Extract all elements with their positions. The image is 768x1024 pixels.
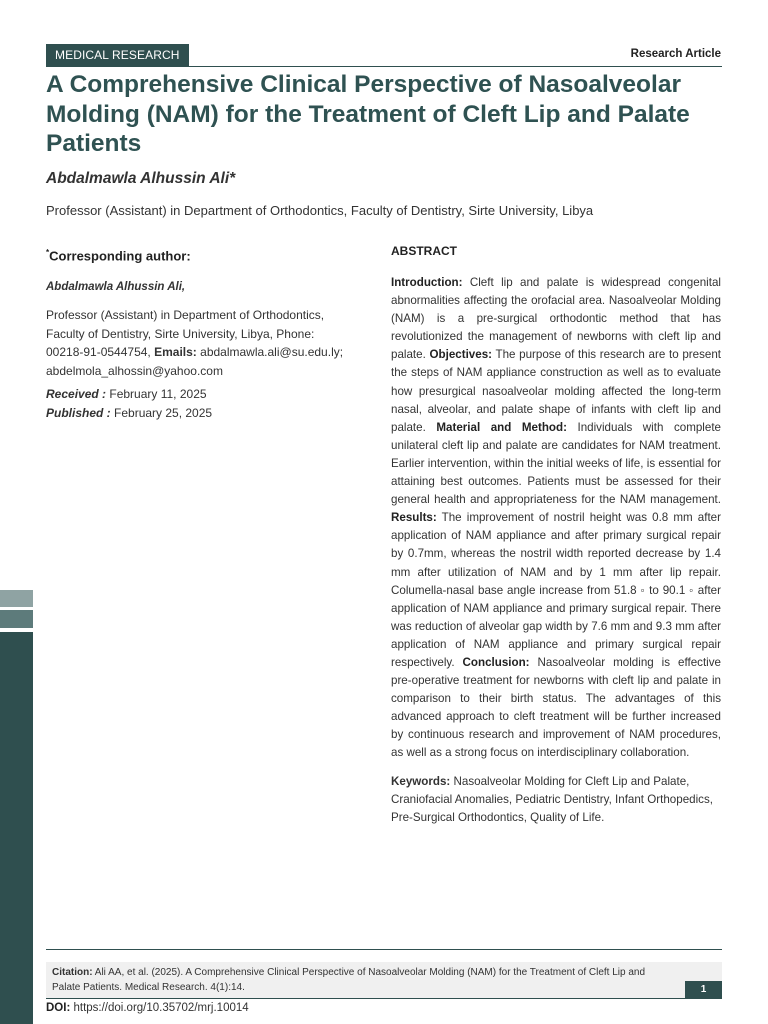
methods-label: Material and Method: bbox=[436, 420, 567, 434]
article-type-label: Research Article bbox=[630, 48, 721, 60]
published-label: Published : bbox=[46, 405, 111, 420]
page-number: 1 bbox=[685, 981, 722, 999]
conclusion-text: Nasoalveolar molding is effective pre-operative treatment for newborns with cleft lip and palate in comparison to their birth status. The advantages of this advanced approach to cleft treatment will be further increased by continuous research and improvement of NAM procedures, as well as a strong focus on interdisciplinary collaboration. bbox=[391, 655, 721, 760]
corresponding-asterisk: * bbox=[46, 248, 50, 257]
received-value: February 11, 2025 bbox=[109, 387, 207, 402]
citation-box bbox=[46, 962, 722, 999]
objectives-label: Objectives: bbox=[429, 348, 493, 362]
margin-stripe-dark bbox=[0, 632, 33, 1024]
objectives-text: The purpose of this research are to present the steps of NAM appliance construction as well as to evaluate how presurgical nasoalveolar molding affected the long-term nasal, alveolar, and palate shape of infants with cleft lip and palate. bbox=[391, 348, 721, 434]
received-label: Received : bbox=[46, 387, 107, 402]
corresponding-heading-text: Corresponding author: bbox=[49, 248, 191, 264]
article-dates bbox=[46, 385, 346, 422]
keywords-text: Nasoalveolar Molding for Cleft Lip and Palate, Craniofacial Anomalies, Pediatric Dentistry, Infant Orthopedics, Pre-Surgical Orthodontics, Quality of Life. bbox=[391, 774, 713, 824]
header-divider bbox=[46, 66, 722, 67]
address-text: Professor (Assistant) in Department of Orthodontics, Faculty of Dentistry, Sirte University, Libya, Phone: 00218-91-0544754, bbox=[46, 308, 325, 360]
citation-label: Citation: bbox=[52, 967, 93, 978]
intro-text: Cleft lip and palate is widespread congenital abnormalities affecting the orofacial area. Nasoalveolar Molding (NAM) is a pre-surgical orthodontic method that has revolutionized the management of newborns with cleft lip and palate. bbox=[391, 276, 721, 362]
doi-link[interactable]: https://doi.org/10.35702/mrj.10014 bbox=[73, 1002, 249, 1014]
emails-label: Emails: bbox=[154, 345, 197, 360]
doi-line bbox=[46, 1002, 249, 1014]
author-affiliation: Professor (Assistant) in Department of Orthodontics, Faculty of Dentistry, Sirte University, Libya bbox=[46, 203, 594, 218]
abstract-section bbox=[391, 244, 721, 827]
email-links[interactable]: abdalmawla.ali@su.edu.ly; abdelmola_alhossin@yahoo.com bbox=[46, 345, 344, 378]
footer-divider bbox=[46, 949, 722, 950]
corresponding-author-heading bbox=[46, 244, 346, 266]
corresponding-author-address bbox=[46, 306, 346, 380]
abstract-heading: ABSTRACT bbox=[391, 244, 457, 258]
keywords-label: Keywords: bbox=[391, 774, 451, 788]
corresponding-author-name: Abdalmawla Alhussin Ali, bbox=[46, 280, 186, 293]
margin-stripe-mid bbox=[0, 610, 33, 628]
methods-text: Individuals with complete unilateral cleft lip and palate are candidates for NAM treatment. Earlier intervention, within the initial weeks of life, is essential for attaining best outcomes. Patients must be assessed for their general health and appropriateness for the NAM management. bbox=[391, 420, 721, 507]
keywords-section bbox=[391, 773, 721, 827]
citation-body: Ali AA, et al. (2025). A Comprehensive Clinical Perspective of Nasoalveolar Molding (NAM) for the Treatment of Cleft Lip and Palate Patients. Medical Research. 4(1):14. bbox=[52, 967, 646, 993]
section-badge: MEDICAL RESEARCH bbox=[46, 44, 189, 67]
article-title: A Comprehensive Clinical Perspective of Nasoalveolar Molding (NAM) for the Treatment of Cleft Lip and Palate Patients bbox=[46, 71, 690, 157]
published-date bbox=[46, 404, 346, 423]
conclusion-label: Conclusion: bbox=[462, 655, 530, 669]
author-name: Abdalmawla Alhussin Ali* bbox=[46, 170, 236, 187]
intro-label: Introduction: bbox=[391, 276, 463, 289]
published-value: February 25, 2025 bbox=[114, 405, 213, 420]
abstract-body bbox=[391, 274, 721, 763]
results-text: The improvement of nostril height was 0.8 mm after application of NAM appliance and after primary surgical repair by 0.7mm, whereas the nostril width reported decrease by 1.4 mm after utilization of NAM and by 1 mm after lip repair. Columella-nasal base angle increase from 51.8 ◦ to 90.1 ◦ after application of NAM appliance and primary surgical repair. There was reduction of alveolar gap width by 7.6 mm and 9.3 mm after application of NAM appliance and primary surgical repair respectively. bbox=[391, 511, 721, 669]
received-date bbox=[46, 385, 346, 404]
corresponding-author-section bbox=[46, 244, 346, 422]
doi-label: DOI: bbox=[46, 1002, 71, 1014]
citation-text bbox=[52, 965, 652, 995]
margin-stripe-light bbox=[0, 590, 33, 607]
results-label: Results: bbox=[391, 511, 437, 525]
